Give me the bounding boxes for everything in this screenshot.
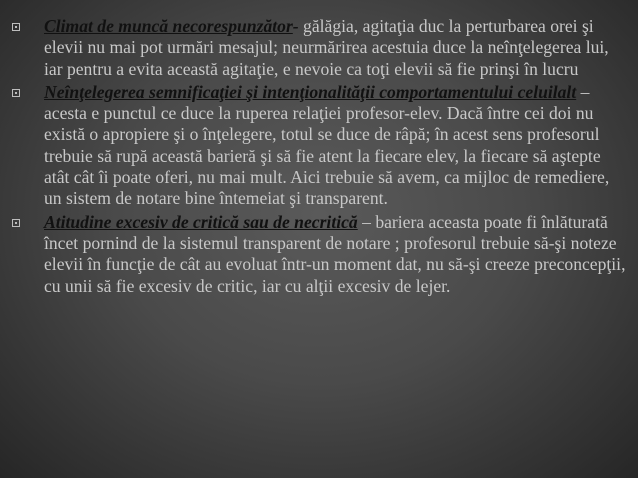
square-bullet-icon [12,219,20,227]
bullet-body: – bariera aceasta poate fi înlăturată încet pornind de la sistemul transparent de notare ; profesorul trebuie să-şi noteze elevii în funcţie de cât au evoluat într-un moment dat, nu să-şi creeze preconcepţii, cu unii să fie excesiv de critic, iar cu alţii excesiv de lejer. [44,211,626,296]
bullet-text [44,212,630,297]
bullet-body: – acesta e punctul ce duce la ruperea relaţiei profesor-elev. Dacă între cei doi nu există o apropiere şi o înţelegere, totul se duce de râpă; în acest sens profesorul trebuie să rupă această barieră şi să fie atent la fiecare elev, la fiecare să aştepte atât cât îi poate oferi, nu mai mult. Aici trebuie să avem, ca mijloc de remediere, un sistem de notare bine întemeiat şi transparent. [44,81,610,209]
bullet-heading: Climat de muncă necorespunzător [44,16,293,36]
bullet-text [44,82,630,210]
bullet-item [12,16,630,80]
bullet-body: gălăgia, agitaţia duc la perturbarea orei şi elevii nu mai pot urmări mesajul; neurmărirea acestuia duce la neînţelegerea lui, iar pentru a evita această agitaţie, e nevoie ca toţi elevii să fie prinşi în lucru [44,16,609,79]
square-bullet-icon [12,23,20,31]
bullet-heading: Atitudine excesiv de critică sau de necritică [44,211,358,232]
bullet-heading-suffix: - [292,16,299,36]
bullet-item [12,82,630,210]
square-bullet-icon [12,89,20,97]
bullet-list [12,16,630,299]
bullet-item [12,212,630,297]
bullet-heading: Neînţelegerea semnificaţiei şi intenţionalităţii comportamentului celuilalt [44,81,577,102]
bullet-text [44,16,630,80]
